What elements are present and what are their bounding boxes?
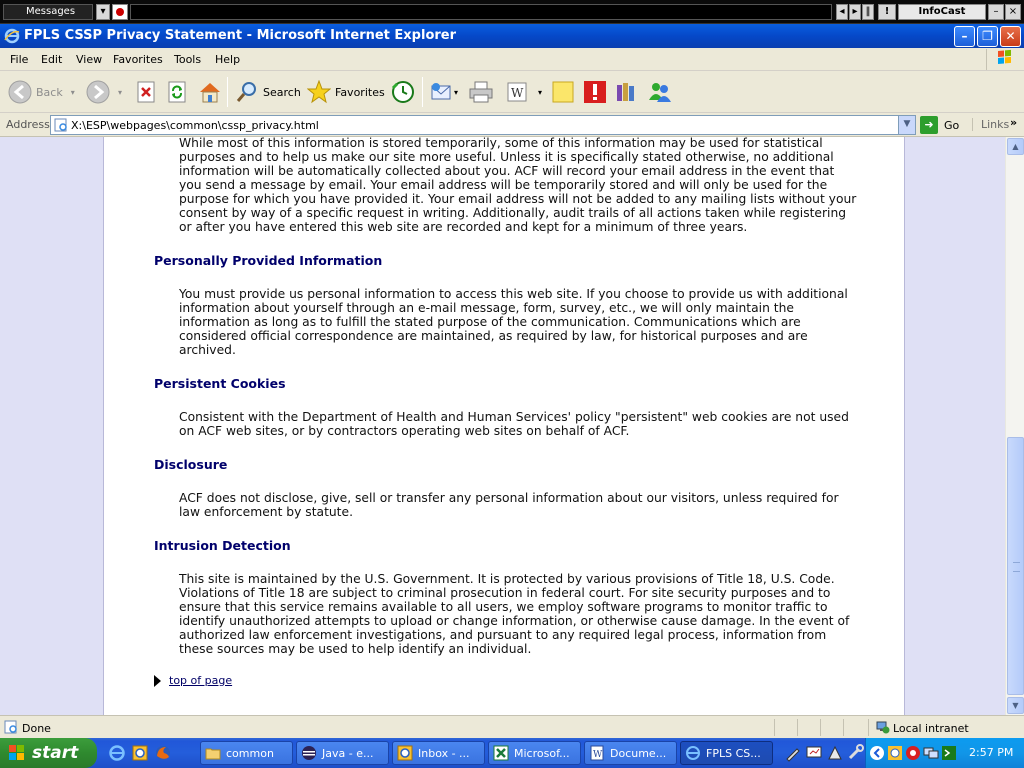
content-viewport	[0, 137, 1024, 715]
taskbar-item-excel[interactable]	[488, 741, 581, 765]
heading-intrusion-detection: Intrusion Detection	[154, 538, 291, 553]
infocast-alert-icon[interactable]: !	[878, 4, 896, 20]
excel-icon	[493, 745, 509, 761]
taskbar-item-fpls-cssp[interactable]	[680, 741, 773, 765]
go-arrow-icon: ➜	[920, 116, 938, 134]
tray-pen-icon[interactable]	[784, 744, 802, 762]
edit-button[interactable]: W ▾	[506, 77, 542, 107]
toolbar-separator	[227, 77, 228, 107]
clock[interactable]: 2:57 PM	[969, 746, 1014, 759]
page-done-icon	[4, 720, 18, 734]
history-icon	[391, 80, 415, 104]
menu-tools[interactable]: Tools	[174, 53, 202, 66]
maximize-button[interactable]: ❐	[977, 26, 998, 47]
research-books-icon	[614, 80, 638, 104]
eclipse-icon	[301, 745, 317, 761]
scroll-up-arrow-icon[interactable]: ▲	[1007, 138, 1024, 155]
infocast-bar	[0, 0, 1024, 24]
ticker-pause-icon[interactable]: ‖	[862, 4, 874, 20]
mail-button[interactable]: ▾	[430, 77, 458, 107]
favorites-button[interactable]	[307, 77, 385, 107]
paragraph-disclosure: ACF does not disclose, give, sell or transfer any personal information about our visitors, unless required for law enforcement by statute.	[179, 491, 839, 519]
home-button[interactable]	[198, 77, 222, 107]
paragraph-intrusion-detection: This site is maintained by the U.S. Government. It is protected by various provisions of Title 18, U.S. Code. Violations of Title 18 are subject to criminal prosecution in federal court. For site security purposes and to ensure that this service remains available to all users, we employ software programs to monitor traffic to identify unauthorized attempts to upload or change information, or otherwise cause damage. In the event of authorized law enforcement investigations, and pursuant to any required legal process, information from these sources may be used to help identify an individual.	[179, 572, 850, 656]
back-arrow-icon	[8, 80, 32, 104]
infocast-title: InfoCast	[898, 4, 986, 20]
infocast-messages-button[interactable]	[3, 4, 93, 20]
tray-paint-icon[interactable]	[826, 744, 844, 762]
research-button[interactable]	[614, 77, 638, 107]
record-icon[interactable]	[112, 4, 128, 20]
status-bar	[0, 715, 1024, 738]
page-icon	[54, 118, 68, 132]
security-zone-text: Local intranet	[893, 722, 969, 735]
window-title: FPLS CSSP Privacy Statement - Microsoft Internet Explorer	[24, 28, 457, 43]
scroll-down-arrow-icon[interactable]: ▼	[1007, 697, 1024, 714]
quicklaunch-firefox-icon[interactable]	[154, 744, 172, 762]
svg-text:W: W	[511, 86, 524, 100]
go-button[interactable]	[920, 116, 959, 134]
back-label: Back	[36, 85, 63, 99]
go-label: Go	[944, 118, 960, 132]
tray-terminal-icon[interactable]	[941, 745, 957, 761]
outlook-icon	[397, 745, 413, 761]
history-button[interactable]	[391, 77, 415, 107]
windows-flag-icon	[986, 49, 1020, 70]
triangle-bullet-icon	[154, 675, 161, 687]
status-text: Done	[22, 722, 51, 735]
links-button[interactable]: Links	[972, 118, 1009, 131]
start-button[interactable]	[0, 738, 97, 768]
exclamation-icon	[583, 80, 607, 104]
sticky-note-icon	[551, 80, 575, 104]
tray-antivirus-icon[interactable]	[905, 745, 921, 761]
folder-icon	[205, 745, 221, 761]
infocast-ticker	[130, 4, 832, 20]
refresh-button[interactable]	[167, 77, 189, 107]
address-input[interactable]	[50, 115, 916, 135]
taskbar-item-inbox[interactable]	[392, 741, 485, 765]
system-tray	[865, 738, 1024, 768]
heading-personally-provided: Personally Provided Information	[154, 253, 383, 268]
status-separator	[868, 719, 869, 736]
search-icon	[235, 80, 259, 104]
window-title-bar	[0, 24, 1024, 48]
taskbar-item-documents[interactable]	[584, 741, 677, 765]
home-icon	[198, 81, 222, 103]
tray-outlook-icon[interactable]	[887, 745, 903, 761]
taskbar-item-label: Inbox - ...	[418, 746, 470, 760]
close-button[interactable]: ✕	[1000, 26, 1021, 47]
windows-logo-icon	[8, 744, 26, 762]
status-separator	[843, 719, 844, 736]
quicklaunch-outlook-icon[interactable]	[131, 744, 149, 762]
heading-disclosure: Disclosure	[154, 457, 228, 472]
infocast-close-button[interactable]: ×	[1005, 4, 1021, 20]
address-bar	[0, 113, 1024, 137]
status-separator	[774, 719, 775, 736]
messenger-button[interactable]	[647, 77, 673, 107]
search-label: Search	[263, 85, 301, 99]
forward-button[interactable]: ▾	[86, 77, 122, 107]
minimize-button[interactable]: –	[954, 26, 975, 47]
taskbar-item-common[interactable]	[200, 741, 293, 765]
top-of-page-link[interactable]: top of page	[169, 674, 233, 687]
taskbar-item-label: Docume...	[610, 746, 667, 760]
menu-edit[interactable]: Edit	[41, 53, 63, 66]
menu-bar	[0, 48, 1024, 71]
intro-paragraph: While most of this information is stored temporarily, some of this information may be used for statistical purposes and to help us make our site more useful. Unless it is specifically stated otherwise, no additional information will be automatically collected about you. ACF will record your email address in the event that you send a message by email. Your email address will be temporarily stored and will only be used for the purpose for which you have provided it. Your email address will not be added to any mailing lists without your consent by way of a specific request in writing. Additionally, audit trails of all actions taken while registering or after you have entered this web site are recorded and kept for a minimum of three years.	[179, 137, 857, 234]
stop-icon	[136, 81, 158, 103]
menu-view[interactable]: View	[76, 53, 103, 66]
top-of-page-link-row	[154, 674, 232, 687]
infocast-messages-label: Messages	[26, 6, 76, 17]
menu-help[interactable]: Help	[215, 53, 241, 66]
favorites-label: Favorites	[335, 85, 385, 99]
status-separator	[797, 719, 798, 736]
status-separator	[820, 719, 821, 736]
quicklaunch-ie-icon[interactable]	[108, 744, 126, 762]
tray-network-icon[interactable]	[923, 745, 939, 761]
links-chevron-icon[interactable]: »	[1010, 116, 1018, 129]
ticker-next-icon[interactable]: ▸	[849, 4, 861, 20]
heading-persistent-cookies: Persistent Cookies	[154, 376, 286, 391]
menu-favorites[interactable]: Favorites	[113, 53, 163, 66]
page-body	[103, 137, 905, 715]
favorites-star-icon	[307, 80, 331, 104]
taskbar-item-label: common	[226, 746, 274, 760]
ie-logo-icon	[4, 28, 20, 44]
standard-toolbar	[0, 71, 1024, 113]
mail-icon	[430, 81, 454, 103]
svg-text:W: W	[593, 750, 603, 760]
address-dropdown-button[interactable]: ▼	[898, 116, 915, 134]
ticker-prev-icon[interactable]: ◂	[836, 4, 848, 20]
taskbar-item-label: Microsof...	[514, 746, 570, 760]
stop-button[interactable]	[136, 77, 158, 107]
alert-button[interactable]	[583, 77, 607, 107]
taskbar-item-java[interactable]	[296, 741, 389, 765]
refresh-icon	[167, 81, 189, 103]
ie-page-icon	[685, 745, 701, 761]
local-intranet-icon	[876, 720, 890, 734]
taskbar-item-label: Java - e...	[322, 746, 374, 760]
tray-presentation-icon[interactable]	[805, 744, 823, 762]
infocast-minimize-button[interactable]: –	[988, 4, 1004, 20]
print-button[interactable]	[468, 77, 494, 107]
search-button[interactable]	[235, 77, 301, 107]
taskbar	[0, 738, 1024, 768]
scrollbar-thumb[interactable]	[1007, 437, 1024, 695]
paragraph-persistent-cookies: Consistent with the Department of Health and Human Services' policy "persistent" web cookies are not used on ACF web sites, or by contractors operating web sites on behalf of ACF.	[179, 410, 849, 438]
messenger-icon	[647, 80, 673, 104]
start-label: start	[32, 743, 79, 763]
discuss-button[interactable]	[551, 77, 575, 107]
print-icon	[468, 80, 494, 104]
infocast-dropdown-button[interactable]: ▾	[96, 4, 110, 20]
vertical-scrollbar[interactable]	[1005, 137, 1024, 715]
address-label: Address	[6, 118, 50, 131]
address-url: X:\ESP\webpages\common\cssp_privacy.html	[71, 119, 319, 132]
toolbar-separator	[422, 77, 423, 107]
tray-back-arrow-icon[interactable]	[869, 745, 885, 761]
back-button[interactable]: Back ▾	[8, 77, 75, 107]
forward-arrow-icon	[86, 80, 110, 104]
menu-file[interactable]: File	[10, 53, 29, 66]
taskbar-item-label: FPLS CS...	[706, 746, 761, 760]
tray-tools-icon[interactable]	[847, 744, 865, 762]
paragraph-personally-provided: You must provide us personal information to access this web site. If you choose to provide us with additional information about yourself through an e-mail message, form, survey, etc., we will only maintain the information as long as to fulfill the stated purpose of the communication. Communications which are considered official correspondence are maintained, as required by law, for historical purposes and are archived.	[179, 287, 848, 357]
word-document-icon	[589, 745, 605, 761]
word-edit-icon	[506, 81, 528, 103]
